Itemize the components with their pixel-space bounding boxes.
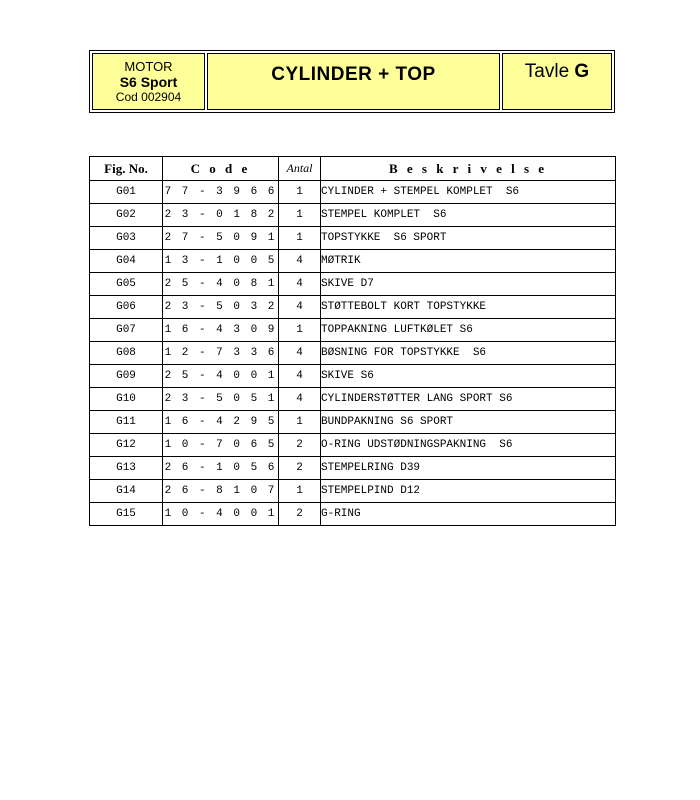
table-row bbox=[90, 457, 616, 480]
cell-antal: 4 bbox=[279, 388, 321, 411]
cell-description: O-RING UDSTØDNINGSPAKNING S6 bbox=[321, 434, 616, 457]
motor-code: Cod 002904 bbox=[115, 90, 182, 104]
cell-antal: 1 bbox=[279, 319, 321, 342]
table-row bbox=[90, 227, 616, 250]
header-antal: Antal bbox=[279, 157, 321, 181]
cell-description: CYLINDER + STEMPEL KOMPLET S6 bbox=[321, 181, 616, 204]
motor-label: MOTOR bbox=[124, 59, 173, 74]
cell-code: 1 0 - 4 0 0 1 bbox=[163, 503, 279, 526]
cell-code: 1 6 - 4 3 0 9 bbox=[163, 319, 279, 342]
table-row bbox=[90, 388, 616, 411]
cell-antal: 1 bbox=[279, 411, 321, 434]
cell-code: 7 7 - 3 9 6 6 bbox=[163, 181, 279, 204]
title-block bbox=[89, 50, 615, 113]
table-row bbox=[90, 296, 616, 319]
cell-description: TOPPAKNING LUFTKØLET S6 bbox=[321, 319, 616, 342]
cell-code: 1 0 - 7 0 6 5 bbox=[163, 434, 279, 457]
cell-description: STEMPEL KOMPLET S6 bbox=[321, 204, 616, 227]
header-description: B e s k r i v e l s e bbox=[321, 157, 616, 181]
table-row bbox=[90, 434, 616, 457]
table-header-row bbox=[90, 157, 616, 181]
motor-model: S6 Sport bbox=[119, 74, 178, 90]
cell-code: 2 5 - 4 0 8 1 bbox=[163, 273, 279, 296]
cell-description: G-RING bbox=[321, 503, 616, 526]
cell-antal: 1 bbox=[279, 480, 321, 503]
cell-antal: 4 bbox=[279, 342, 321, 365]
cell-fig: G02 bbox=[90, 204, 163, 227]
cell-antal: 2 bbox=[279, 434, 321, 457]
plate-word: Tavle bbox=[524, 61, 570, 82]
motor-cell bbox=[92, 53, 205, 110]
plate-letter: G bbox=[574, 61, 590, 82]
table-row bbox=[90, 411, 616, 434]
cell-fig: G15 bbox=[90, 503, 163, 526]
parts-table bbox=[89, 156, 616, 526]
cell-code: 2 3 - 5 0 3 2 bbox=[163, 296, 279, 319]
cell-code: 2 3 - 0 1 8 2 bbox=[163, 204, 279, 227]
cell-description: BØSNING FOR TOPSTYKKE S6 bbox=[321, 342, 616, 365]
table-row bbox=[90, 319, 616, 342]
cell-fig: G03 bbox=[90, 227, 163, 250]
cell-fig: G01 bbox=[90, 181, 163, 204]
cell-description: MØTRIK bbox=[321, 250, 616, 273]
cell-antal: 2 bbox=[279, 503, 321, 526]
table-row bbox=[90, 273, 616, 296]
cell-description: BUNDPAKNING S6 SPORT bbox=[321, 411, 616, 434]
table-row bbox=[90, 365, 616, 388]
header-fig: Fig. No. bbox=[90, 157, 163, 181]
cell-description: TOPSTYKKE S6 SPORT bbox=[321, 227, 616, 250]
page-title: CYLINDER + TOP bbox=[271, 64, 436, 85]
table-row bbox=[90, 480, 616, 503]
cell-antal: 4 bbox=[279, 273, 321, 296]
cell-code: 1 6 - 4 2 9 5 bbox=[163, 411, 279, 434]
cell-antal: 4 bbox=[279, 296, 321, 319]
table-row bbox=[90, 181, 616, 204]
table-row bbox=[90, 204, 616, 227]
plate-label bbox=[503, 61, 611, 83]
plate-cell bbox=[502, 53, 612, 110]
table-row bbox=[90, 342, 616, 365]
cell-fig: G08 bbox=[90, 342, 163, 365]
cell-fig: G09 bbox=[90, 365, 163, 388]
cell-fig: G12 bbox=[90, 434, 163, 457]
cell-antal: 1 bbox=[279, 181, 321, 204]
cell-fig: G14 bbox=[90, 480, 163, 503]
cell-antal: 4 bbox=[279, 365, 321, 388]
cell-description: STEMPELPIND D12 bbox=[321, 480, 616, 503]
cell-code: 1 3 - 1 0 0 5 bbox=[163, 250, 279, 273]
cell-code: 2 3 - 5 0 5 1 bbox=[163, 388, 279, 411]
cell-description: SKIVE D7 bbox=[321, 273, 616, 296]
cell-fig: G10 bbox=[90, 388, 163, 411]
table-row bbox=[90, 503, 616, 526]
header-code: C o d e bbox=[163, 157, 279, 181]
cell-fig: G13 bbox=[90, 457, 163, 480]
cell-code: 2 5 - 4 0 0 1 bbox=[163, 365, 279, 388]
cell-fig: G06 bbox=[90, 296, 163, 319]
cell-antal: 4 bbox=[279, 250, 321, 273]
cell-description: STØTTEBOLT KORT TOPSTYKKE bbox=[321, 296, 616, 319]
table-row bbox=[90, 250, 616, 273]
title-cell bbox=[207, 53, 500, 110]
cell-antal: 1 bbox=[279, 227, 321, 250]
cell-code: 1 2 - 7 3 3 6 bbox=[163, 342, 279, 365]
cell-antal: 1 bbox=[279, 204, 321, 227]
cell-fig: G04 bbox=[90, 250, 163, 273]
cell-fig: G07 bbox=[90, 319, 163, 342]
cell-description: CYLINDERSTØTTER LANG SPORT S6 bbox=[321, 388, 616, 411]
cell-code: 2 6 - 8 1 0 7 bbox=[163, 480, 279, 503]
cell-code: 2 6 - 1 0 5 6 bbox=[163, 457, 279, 480]
cell-fig: G05 bbox=[90, 273, 163, 296]
cell-description: SKIVE S6 bbox=[321, 365, 616, 388]
cell-code: 2 7 - 5 0 9 1 bbox=[163, 227, 279, 250]
cell-antal: 2 bbox=[279, 457, 321, 480]
cell-fig: G11 bbox=[90, 411, 163, 434]
cell-description: STEMPELRING D39 bbox=[321, 457, 616, 480]
